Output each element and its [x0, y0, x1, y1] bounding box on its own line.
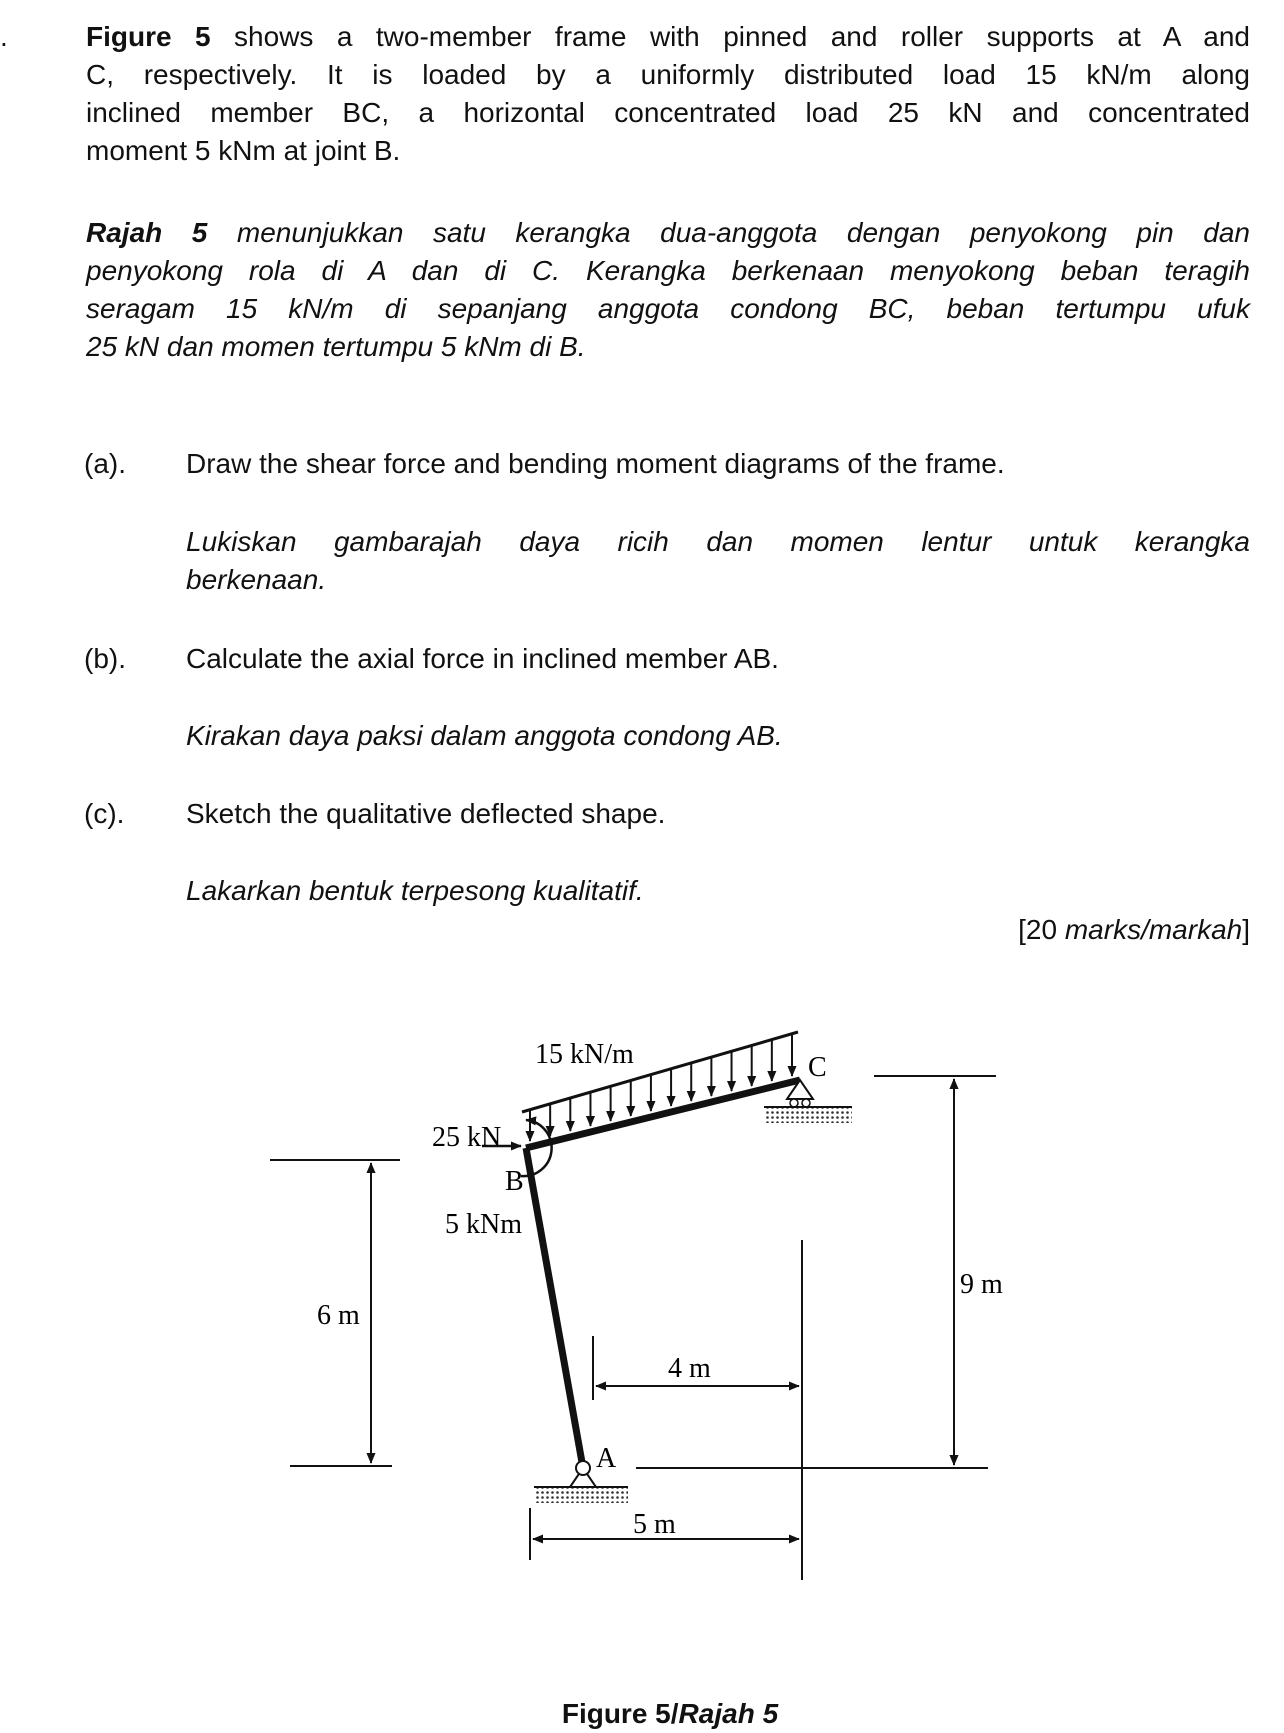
joint-b-label: B — [505, 1166, 524, 1197]
intro-ms-line: 25 kN dan momen tertumpu 5 kNm di B. — [86, 331, 586, 362]
dim-9m-label: 9 m — [960, 1269, 1003, 1300]
figure-caption — [0, 1695, 1284, 1733]
ground-a — [534, 1487, 628, 1503]
joint-c-label: C — [808, 1052, 827, 1083]
intro-en-line: inclined member BC, a horizontal concentrated load 25 kN and concentrated — [86, 97, 1250, 128]
member-ab — [526, 1148, 583, 1468]
joint-a-label: A — [596, 1443, 617, 1474]
part-b-label: (b). — [84, 643, 126, 674]
intro-en-line: moment 5 kNm at joint B. — [86, 135, 401, 166]
caption-bold: Figure 5/ — [561, 1698, 679, 1729]
dim-6m-label: 6 m — [317, 1300, 360, 1331]
intro-en-line: shows a two-member frame with pinned and roller supports at A and — [210, 21, 1250, 52]
roller-wheel — [790, 1099, 798, 1107]
part-a-malay-line: Lukiskan gambarajah daya ricih dan momen lentur untuk kerangka — [186, 526, 1250, 557]
member-bc — [526, 1080, 800, 1148]
part-c-malay: Lakarkan bentuk terpesong kualitatif. — [186, 875, 644, 906]
part-c-label: (c). — [84, 798, 125, 829]
part-a-text: Draw the shear force and bending moment diagrams of the frame. — [186, 448, 1005, 479]
intro-ms-line: menunjukkan satu kerangka dua-anggota dengan penyokong pin dan — [207, 217, 1251, 248]
marks-open: [20 — [1018, 914, 1065, 945]
roller-wheel — [802, 1099, 810, 1107]
dim-4m-label: 4 m — [668, 1353, 711, 1384]
point-load-label: 25 kN — [432, 1122, 502, 1153]
part-c-text: Sketch the qualitative deflected shape. — [186, 798, 666, 829]
intro-ms-line: seragam 15 kN/m di sepanjang anggota condong BC, beban tertumpu ufuk — [86, 293, 1250, 324]
part-b-text: Calculate the axial force in inclined member AB. — [186, 643, 779, 674]
pin-a — [576, 1461, 590, 1475]
caption-italic: Rajah 5 — [678, 1698, 779, 1729]
part-b-malay: Kirakan daya paksi dalam anggota condong AB. — [186, 720, 783, 751]
part-a-label: (a). — [84, 448, 126, 479]
udl-label: 15 kN/m — [535, 1039, 634, 1070]
intro-en-line: C, respectively. It is loaded by a uniformly distributed load 15 kN/m along — [86, 59, 1250, 90]
figure-ref: Figure 5 — [86, 21, 211, 52]
marks-close: ] — [1242, 914, 1250, 945]
dim-5m-label: 5 m — [633, 1509, 676, 1540]
marks-italic: marks/markah — [1064, 914, 1243, 945]
part-a-malay-line: berkenaan. — [186, 564, 327, 595]
rajah-ref: Rajah 5 — [86, 217, 208, 248]
ground-c — [764, 1107, 852, 1123]
question-marker: . — [0, 21, 8, 52]
moment-label: 5 kNm — [445, 1209, 522, 1240]
intro-ms-line: penyokong rola di A dan di C. Kerangka berkenaan menyokong beban teragih — [86, 255, 1250, 286]
